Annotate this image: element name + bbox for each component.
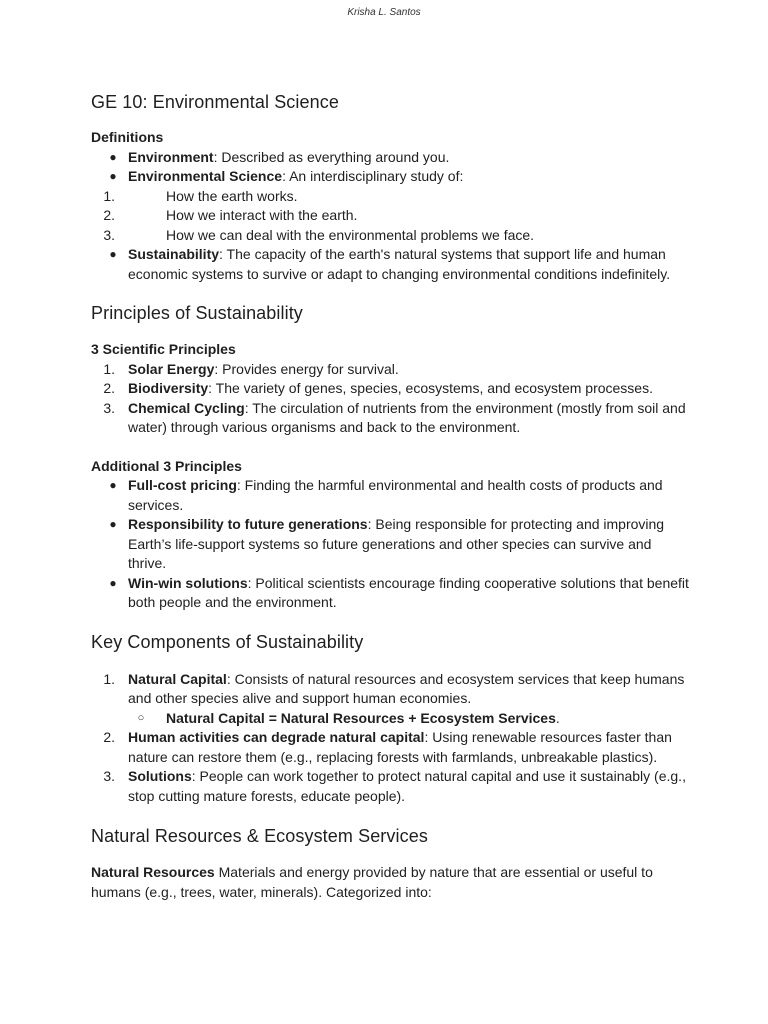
term: Full-cost pricing [128, 477, 237, 493]
list-number: 2. [103, 380, 115, 396]
page-header-author: Krisha L. Santos [347, 7, 421, 18]
document-title: GE 10: Environmental Science [91, 92, 339, 112]
sub-item-text: How the earth works. [166, 187, 298, 204]
list-item [91, 709, 691, 729]
list-item [91, 670, 691, 709]
list-item [91, 167, 691, 187]
definition-text: : The capacity of the earth's natural systems that support life and human economic systems to survive or adapt to changing environmental conditions indefinitely. [128, 246, 671, 282]
term: Solutions [128, 768, 192, 784]
scientific-principles-list [91, 360, 691, 438]
list-item [91, 206, 691, 226]
list-number: 1. [103, 670, 115, 687]
definitions-heading: Definitions [91, 129, 164, 145]
definitions-list [91, 148, 691, 187]
definition-text: : Using renewable resources faster than nature can restore them (e.g., replacing forests with farmlands, unbreakable plastics). [128, 729, 672, 765]
definition-text: : An interdisciplinary study of: [282, 168, 464, 184]
list-item [91, 187, 691, 207]
scientific-principles-heading: 3 Scientific Principles [91, 341, 236, 357]
key-components-list [91, 670, 691, 709]
term: Sustainability [128, 246, 220, 262]
list-number: 2. [103, 729, 115, 745]
sub-item-text: How we interact with the earth. [166, 207, 358, 223]
list-number: 1. [103, 360, 115, 377]
list-item [91, 379, 691, 399]
list-number: 3. [103, 226, 115, 243]
list-item [91, 515, 691, 574]
term: Chemical Cycling [128, 399, 245, 416]
term: Responsibility to future generations [128, 516, 368, 532]
term: Solar Energy [128, 360, 215, 377]
definition-text: : Being responsible for protecting and improving Earth’s life-support systems so future generations and other species can survive and thrive. [128, 516, 665, 571]
additional-principles-heading: Additional 3 Principles [91, 457, 242, 474]
bullet-icon: ● [109, 575, 117, 590]
list-number: 3. [103, 768, 115, 784]
definition-text: : The variety of genes, species, ecosystems, and ecosystem processes. [208, 380, 653, 396]
list-item [91, 226, 691, 246]
punctuation: . [555, 709, 560, 726]
term: Environmental Science [128, 168, 283, 184]
definition-text: : Provides energy for survival. [214, 360, 399, 377]
hollow-bullet-icon: ○ [137, 711, 145, 724]
definition-text: : Political scientists encourage finding cooperative solutions that benefit both people and the environment. [128, 574, 689, 610]
section-heading-principles: Principles of Sustainability [91, 303, 303, 323]
definitions-list-cont [91, 245, 691, 284]
bullet-icon: ● [109, 478, 117, 492]
list-number: 1. [103, 187, 115, 204]
list-item [91, 767, 691, 806]
list-item [91, 399, 691, 438]
sub-item-text: How we can deal with the environmental problems we face. [166, 226, 535, 243]
formula-text: Natural Capital = Natural Resources + Ecosystem Services [166, 709, 556, 726]
list-number: 3. [103, 399, 115, 416]
section-heading-natural-resources: Natural Resources & Ecosystem Services [91, 826, 428, 846]
bullet-icon: ● [109, 169, 117, 183]
definition-text: : Consists of natural resources and ecosystem services that keep humans and other species alive and support human economies. [128, 670, 685, 706]
section-heading-key-components: Key Components of Sustainability [91, 631, 364, 652]
definition-text: : The circulation of nutrients from the environment (mostly from soil and water) through various organisms and back to the environment. [128, 399, 686, 435]
term: Biodiversity [128, 380, 209, 396]
term: Human activities can degrade natural capital [128, 729, 425, 745]
definition-text: : Finding the harmful environmental and health costs of products and services. [128, 477, 663, 513]
list-number: 2. [103, 207, 115, 223]
definition-text: : Described as everything around you. [213, 148, 450, 165]
natural-capital-sublist [91, 709, 691, 729]
natural-resources-paragraph [91, 863, 691, 902]
list-item [91, 574, 691, 613]
bullet-icon: ● [109, 517, 117, 531]
term: Environment [128, 148, 214, 165]
list-item [91, 476, 691, 515]
bullet-icon: ● [109, 149, 117, 164]
additional-principles-list [91, 476, 691, 613]
key-components-list-cont [91, 728, 691, 806]
list-item [91, 245, 691, 284]
term: Natural Capital [128, 670, 227, 687]
list-item [91, 148, 691, 168]
document-body [91, 92, 691, 902]
term: Natural Resources [91, 864, 215, 880]
list-item [91, 360, 691, 380]
definition-text: Materials and energy provided by nature that are essential or useful to humans (e.g., trees, water, minerals). Categorized into: [91, 864, 653, 900]
bullet-icon: ● [109, 247, 117, 261]
term: Win-win solutions [128, 574, 248, 591]
definition-text: : People can work together to protect natural capital and use it sustainably (e.g., stop cutting mature forests, educate people). [128, 768, 686, 804]
interdisciplinary-sublist [91, 187, 691, 246]
list-item [91, 728, 691, 767]
